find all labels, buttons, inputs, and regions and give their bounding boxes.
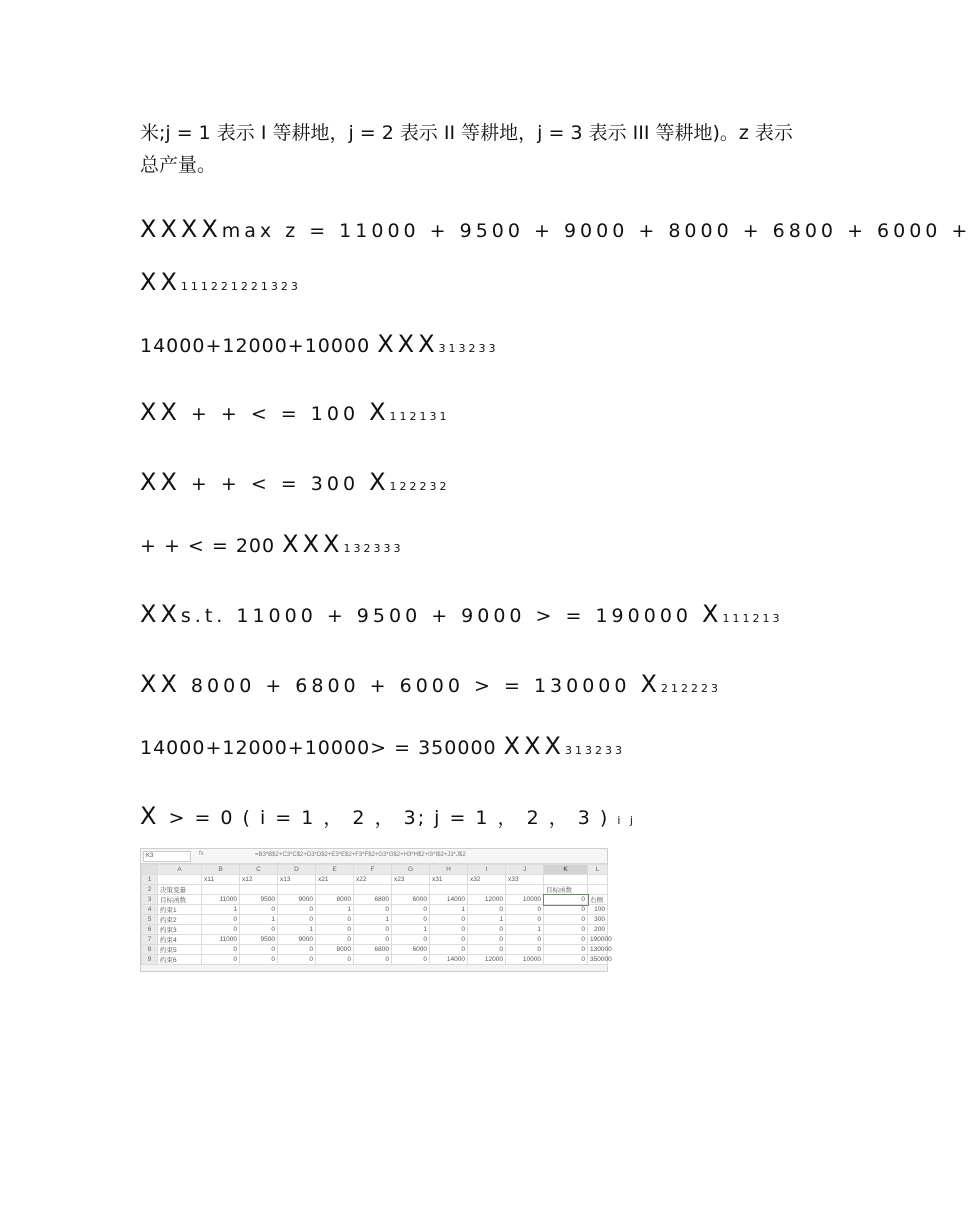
table-cell[interactable]: 0 — [240, 925, 278, 935]
table-cell[interactable]: 0 — [544, 955, 588, 965]
table-cell[interactable]: 0 — [430, 925, 468, 935]
table-cell[interactable]: 0 — [392, 955, 430, 965]
table-cell[interactable]: 11000 — [202, 935, 240, 945]
equation-variables: XXX — [282, 530, 344, 558]
table-cell[interactable]: x11 — [202, 875, 240, 885]
table-cell[interactable] — [392, 885, 430, 895]
table-cell[interactable]: 0 — [506, 915, 544, 925]
table-cell[interactable]: 约束2 — [158, 915, 202, 925]
table-cell[interactable]: 0 — [506, 905, 544, 915]
equation-objective-cont-2 — [140, 330, 499, 358]
row-header[interactable]: 2 — [142, 885, 158, 895]
equation-objective-cont — [140, 268, 301, 296]
table-cell[interactable]: 0 — [202, 925, 240, 935]
table-cell[interactable] — [240, 885, 278, 895]
table-cell[interactable]: 190000 — [588, 935, 608, 945]
column-header-k[interactable]: K — [544, 865, 588, 875]
equation-subscripts: 313233 — [438, 342, 499, 355]
table-cell[interactable]: 0 — [240, 905, 278, 915]
equation-variables-2: X — [640, 670, 661, 698]
table-cell[interactable]: 6000 — [392, 895, 430, 905]
equation-subscripts: 122232 — [389, 480, 450, 493]
row-header[interactable]: 3 — [142, 895, 158, 905]
table-cell[interactable] — [588, 885, 608, 895]
spreadsheet-screenshot — [140, 848, 612, 972]
table-cell[interactable]: 1 — [278, 925, 316, 935]
table-cell[interactable]: 1 — [468, 915, 506, 925]
paragraph-line-2: 总产量。 — [140, 154, 217, 176]
table-cell[interactable]: 0 — [468, 945, 506, 955]
equation-variables: XX — [140, 670, 181, 698]
table-cell[interactable]: x23 — [392, 875, 430, 885]
equation-constraint-2 — [140, 468, 450, 496]
column-header-g[interactable]: G — [392, 865, 430, 875]
column-header-a[interactable]: A — [158, 865, 202, 875]
equation-variables: XX — [140, 468, 181, 496]
table-cell[interactable]: 0 — [354, 935, 392, 945]
table-cell[interactable]: 0 — [544, 935, 588, 945]
table-cell[interactable]: 0 — [316, 915, 354, 925]
table-cell[interactable] — [354, 885, 392, 895]
table-cell[interactable]: 约束5 — [158, 945, 202, 955]
equation-subscripts: 111213 — [722, 612, 783, 625]
equation-subscripts: 112131 — [389, 410, 450, 423]
table-row — [142, 885, 608, 895]
table-cell[interactable]: 目标函数 — [158, 895, 202, 905]
table-cell[interactable]: 9500 — [240, 895, 278, 905]
table-cell[interactable]: 1 — [202, 905, 240, 915]
equation-variables-2: X — [369, 468, 390, 496]
paragraph-line-1: 米;j = 1 表示 I 等耕地，j = 2 表示 II 等耕地，j = 3 表示 III 等耕地)。z 表示 — [140, 122, 793, 144]
table-cell[interactable]: 0 — [468, 905, 506, 915]
name-box[interactable]: K3 — [143, 851, 191, 862]
table-cell[interactable]: 0 — [316, 935, 354, 945]
table-cell[interactable]: 约束6 — [158, 955, 202, 965]
table-cell[interactable]: 约束3 — [158, 925, 202, 935]
row-header[interactable]: 1 — [142, 875, 158, 885]
table-row — [142, 915, 608, 925]
table-cell[interactable]: 0 — [392, 935, 430, 945]
table-cell[interactable]: 0 — [430, 935, 468, 945]
equation-variables: XXX — [377, 330, 439, 358]
equation-variables: XXXX — [140, 215, 222, 243]
table-cell[interactable]: 1 — [354, 915, 392, 925]
table-cell[interactable]: 1 — [430, 905, 468, 915]
table-cell[interactable]: 9000 — [278, 935, 316, 945]
equation-variables: XX — [140, 600, 181, 628]
column-header-d[interactable]: D — [278, 865, 316, 875]
row-header[interactable]: 6 — [142, 925, 158, 935]
equation-text: + + < = 300 — [180, 473, 370, 495]
table-cell[interactable]: x13 — [278, 875, 316, 885]
column-header-e[interactable]: E — [316, 865, 354, 875]
table-cell[interactable]: 0 — [278, 955, 316, 965]
equation-variables: XX — [140, 398, 181, 426]
table-cell[interactable]: 0 — [392, 905, 430, 915]
table-cell[interactable]: 0 — [506, 945, 544, 955]
table-cell[interactable]: 6800 — [354, 895, 392, 905]
table-cell[interactable]: x31 — [430, 875, 468, 885]
table-cell[interactable]: 0 — [430, 915, 468, 925]
table-cell[interactable]: x21 — [316, 875, 354, 885]
table-cell[interactable]: 0 — [202, 945, 240, 955]
table-cell[interactable]: 1 — [316, 905, 354, 915]
table-cell[interactable] — [506, 885, 544, 895]
equation-variables: X — [140, 802, 161, 830]
equation-text: 8000 + 6800 + 6000 > = 130000 — [180, 675, 641, 697]
equation-text: s.t. 11000 + 9500 + 9000 > = 190000 — [180, 605, 703, 627]
table-cell[interactable]: 9000 — [278, 895, 316, 905]
table-cell[interactable]: 0 — [202, 955, 240, 965]
table-cell[interactable]: 130000 — [588, 945, 608, 955]
column-header-c[interactable]: C — [240, 865, 278, 875]
equation-constraint-1 — [140, 398, 450, 426]
column-header-h[interactable]: H — [430, 865, 468, 875]
table-cell[interactable]: 右侧 — [588, 895, 608, 905]
table-row — [142, 955, 608, 965]
table-cell[interactable]: 0 — [354, 955, 392, 965]
table-cell[interactable]: 10000 — [506, 955, 544, 965]
table-cell[interactable]: 14000 — [430, 955, 468, 965]
table-cell[interactable]: x22 — [354, 875, 392, 885]
formula-bar — [141, 849, 607, 864]
table-cell[interactable]: 10000 — [506, 895, 544, 905]
table-cell[interactable]: 1 — [240, 915, 278, 925]
table-cell[interactable]: 0 — [468, 925, 506, 935]
table-cell[interactable]: 200 — [588, 925, 608, 935]
table-cell[interactable]: 1 — [392, 925, 430, 935]
equation-constraint-5 — [140, 670, 721, 698]
table-cell[interactable]: x32 — [468, 875, 506, 885]
equation-subscripts: i j — [617, 814, 636, 827]
column-header-f[interactable]: F — [354, 865, 392, 875]
row-header[interactable]: 7 — [142, 935, 158, 945]
table-cell[interactable] — [278, 885, 316, 895]
column-header-i[interactable]: I — [468, 865, 506, 875]
table-cell[interactable]: 0 — [506, 935, 544, 945]
table-cell[interactable] — [202, 885, 240, 895]
table-cell[interactable]: 1 — [506, 925, 544, 935]
table-cell[interactable] — [544, 875, 588, 885]
row-header[interactable]: 5 — [142, 915, 158, 925]
select-all-corner[interactable] — [142, 865, 158, 875]
row-header[interactable]: 8 — [142, 945, 158, 955]
equation-nonnegativity — [140, 802, 636, 830]
table-cell[interactable]: 9500 — [240, 935, 278, 945]
equation-text: 14000+12000+10000 — [140, 335, 378, 357]
table-cell[interactable] — [158, 875, 202, 885]
table-cell[interactable]: 目标函数 — [544, 885, 588, 895]
equation-text: > = 0 ( i = 1 ， 2 ， 3; j = 1 ， 2 ， 3 ) — [160, 807, 618, 829]
equation-subscripts: 111221221323 — [180, 280, 301, 293]
table-row — [142, 895, 608, 905]
equation-constraint-4 — [140, 600, 783, 628]
table-cell[interactable] — [588, 875, 608, 885]
equation-text: max z = 11000 + 9500 + 9000 + 8000 + 6800 + 6000 + — [221, 220, 971, 242]
table-cell[interactable]: 0 — [468, 935, 506, 945]
column-header-l[interactable]: L — [588, 865, 608, 875]
equation-constraint-6 — [140, 732, 625, 760]
table-row — [142, 905, 608, 915]
table-cell[interactable]: 0 — [544, 895, 588, 905]
table-cell[interactable] — [316, 885, 354, 895]
equation-variables-2: X — [702, 600, 723, 628]
equation-variables-2: X — [369, 398, 390, 426]
equation-text: + + < = 200 — [140, 535, 283, 557]
table-row — [142, 875, 608, 885]
spreadsheet-grid — [141, 864, 612, 965]
table-cell[interactable]: 0 — [240, 955, 278, 965]
table-cell[interactable]: 14000 — [430, 895, 468, 905]
table-row — [142, 945, 608, 955]
equation-objective — [140, 215, 971, 243]
table-cell[interactable]: 约束4 — [158, 935, 202, 945]
table-cell[interactable]: 11000 — [202, 895, 240, 905]
equation-variables: XXX — [503, 732, 565, 760]
table-cell[interactable]: 0 — [354, 905, 392, 915]
equation-constraint-3 — [140, 530, 403, 558]
table-cell[interactable]: 12000 — [468, 955, 506, 965]
table-cell[interactable]: 300 — [588, 915, 608, 925]
table-cell[interactable]: 350000 — [588, 955, 608, 965]
row-header[interactable]: 4 — [142, 905, 158, 915]
table-cell[interactable]: 约束1 — [158, 905, 202, 915]
equation-text: 14000+12000+10000> = 350000 — [140, 737, 504, 759]
table-cell[interactable]: 0 — [240, 945, 278, 955]
equation-subscripts: 212223 — [660, 682, 721, 695]
table-cell[interactable]: 6800 — [354, 945, 392, 955]
table-cell[interactable]: 0 — [430, 945, 468, 955]
table-cell[interactable]: 0 — [544, 915, 588, 925]
table-cell[interactable]: x33 — [506, 875, 544, 885]
table-cell[interactable]: 0 — [278, 915, 316, 925]
table-cell[interactable]: 0 — [544, 905, 588, 915]
table-cell[interactable] — [430, 885, 468, 895]
table-cell[interactable]: 0 — [544, 945, 588, 955]
column-header-j[interactable]: J — [506, 865, 544, 875]
table-cell[interactable]: 决策变量 — [158, 885, 202, 895]
equation-subscripts: 313233 — [564, 744, 625, 757]
equation-text: + + < = 100 — [180, 403, 370, 425]
table-cell[interactable]: 0 — [544, 925, 588, 935]
table-cell[interactable]: x12 — [240, 875, 278, 885]
column-header-b[interactable]: B — [202, 865, 240, 875]
row-header[interactable]: 9 — [142, 955, 158, 965]
fx-icon: fx — [199, 851, 204, 857]
table-cell[interactable] — [468, 885, 506, 895]
table-cell[interactable]: 0 — [202, 915, 240, 925]
table-cell[interactable]: 0 — [278, 945, 316, 955]
table-cell[interactable]: 0 — [354, 925, 392, 935]
equation-variables: XX — [140, 268, 181, 296]
table-cell[interactable]: 12000 — [468, 895, 506, 905]
table-row — [142, 935, 608, 945]
table-cell[interactable]: 0 — [316, 925, 354, 935]
table-cell[interactable]: 100 — [588, 905, 608, 915]
formula-input[interactable]: =B3*B$2+C3*C$2+D3*D$2+E3*E$2+F3*F$2+G3*G$2+H3*H$2+I3*I$2+J3*J$2 — [255, 852, 466, 858]
table-row — [142, 925, 608, 935]
table-cell[interactable]: 0 — [392, 915, 430, 925]
table-cell[interactable]: 6000 — [392, 945, 430, 955]
equation-subscripts: 132333 — [343, 542, 404, 555]
table-cell[interactable]: 8000 — [316, 945, 354, 955]
table-cell[interactable]: 0 — [278, 905, 316, 915]
table-cell[interactable]: 0 — [316, 955, 354, 965]
table-cell[interactable]: 8000 — [316, 895, 354, 905]
